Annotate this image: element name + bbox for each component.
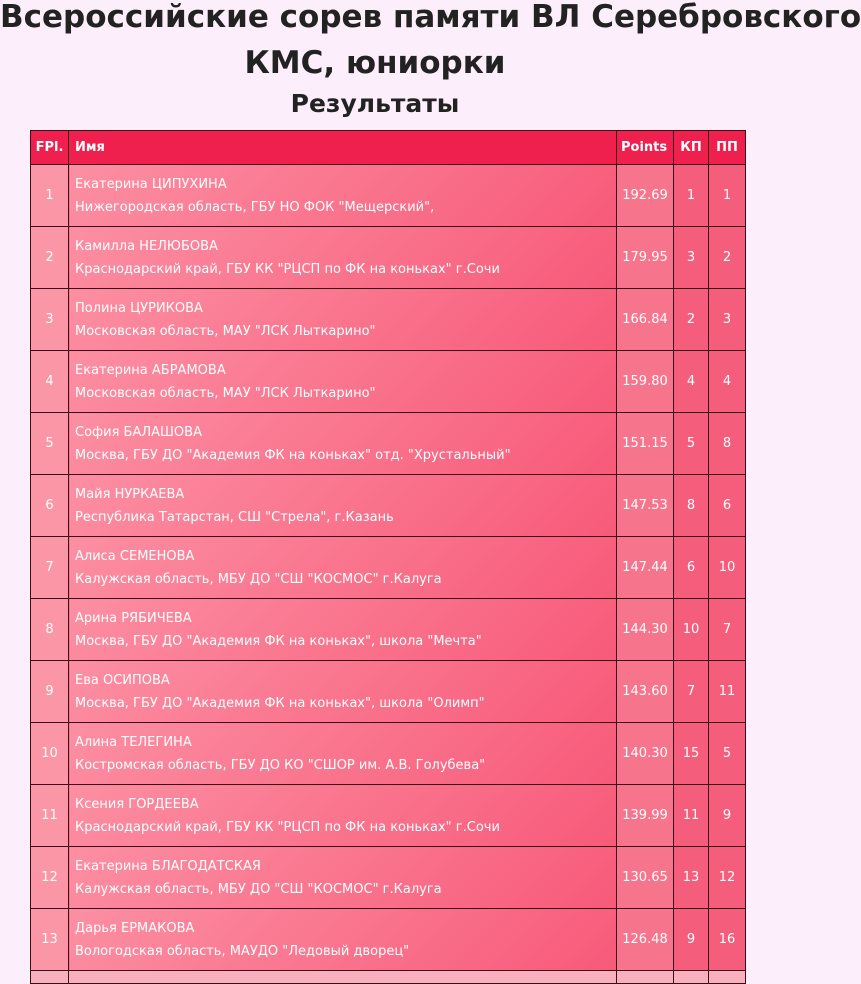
table-row[interactable] (31, 599, 746, 661)
table-row[interactable] (31, 475, 746, 537)
points-cell: 139.99 (617, 785, 674, 847)
skater-name-link[interactable]: Ксения ГОРДЕЕВА (75, 796, 199, 812)
points-cell: 159.80 (617, 351, 674, 413)
free-program-place-cell: 1 (709, 165, 746, 227)
col-header-points[interactable]: Points (617, 131, 674, 165)
skater-name-link[interactable]: София БАЛАШОВА (75, 424, 202, 440)
skater-club: Московская область, МАУ "ЛСК Лыткарино" (75, 323, 376, 339)
skater-name-link[interactable]: Екатерина АБРАМОВА (75, 362, 226, 378)
section-title: Результаты (290, 89, 460, 118)
skater-name-link[interactable]: Камилла НЕЛЮБОВА (75, 238, 218, 254)
skater-name-link[interactable]: Алина ТЕЛЕГИНА (75, 734, 192, 750)
short-program-place-cell: 7 (674, 661, 709, 723)
skater-club: Москва, ГБУ ДО "Академия ФК на коньках" отд. "Хрустальный" (75, 447, 511, 463)
skater-club: Москва, ГБУ ДО "Академия ФК на коньках", школа "Олимп" (75, 695, 485, 711)
table-row[interactable] (31, 289, 746, 351)
results-table (30, 130, 746, 984)
col-header-name[interactable]: Имя (69, 131, 617, 165)
skater-cell (69, 723, 617, 785)
results-header-row (31, 131, 746, 165)
points-cell: 144.30 (617, 599, 674, 661)
place-cell: 5 (31, 413, 69, 475)
table-row-cut-off (31, 971, 746, 984)
skater-name-link[interactable]: Полина ЦУРИКОВА (75, 300, 203, 316)
short-program-place-cell: 11 (674, 785, 709, 847)
col-header-free-program[interactable]: ПП (709, 131, 746, 165)
skater-club: Краснодарский край, ГБУ КК "РЦСП по ФК на коньках" г.Сочи (75, 819, 500, 835)
place-cell: 7 (31, 537, 69, 599)
event-title-line1: Всероссийские сорев памяти ВЛ Серебровского (0, 0, 861, 35)
short-program-place-cell: 9 (674, 909, 709, 971)
place-cell: 12 (31, 847, 69, 909)
points-cell: 147.53 (617, 475, 674, 537)
place-cell: 9 (31, 661, 69, 723)
place-cell: 10 (31, 723, 69, 785)
points-cell: 130.65 (617, 847, 674, 909)
skater-cell (69, 785, 617, 847)
skater-club: Краснодарский край, ГБУ КК "РЦСП по ФК на коньках" г.Сочи (75, 261, 500, 277)
skater-club: Вологодская область, МАУДО "Ледовый дворец" (75, 943, 410, 959)
skater-cell (69, 289, 617, 351)
free-program-place-cell: 8 (709, 413, 746, 475)
skater-name-link[interactable]: Екатерина ЦИПУХИНА (75, 176, 227, 192)
place-cell: 8 (31, 599, 69, 661)
short-program-place-cell: 1 (674, 165, 709, 227)
table-row[interactable] (31, 351, 746, 413)
table-row[interactable] (31, 413, 746, 475)
points-cell: 151.15 (617, 413, 674, 475)
place-cell: 6 (31, 475, 69, 537)
place-cell: 13 (31, 909, 69, 971)
skater-cell (69, 475, 617, 537)
skater-name-link[interactable]: Майя НУРКАЕВА (75, 486, 185, 502)
points-cell: 179.95 (617, 227, 674, 289)
points-cell: 126.48 (617, 909, 674, 971)
short-program-place-cell: 10 (674, 599, 709, 661)
skater-club: Костромская область, ГБУ ДО КО "СШОР им. А.В. Голубева" (75, 757, 486, 773)
points-cell: 192.69 (617, 165, 674, 227)
short-program-place-cell: 13 (674, 847, 709, 909)
free-program-place-cell: 7 (709, 599, 746, 661)
table-row[interactable] (31, 165, 746, 227)
skater-cell (69, 847, 617, 909)
skater-name-link[interactable]: Ева ОСИПОВА (75, 672, 170, 688)
col-header-place[interactable]: FPl. (31, 131, 69, 165)
event-title-line2: КМС, юниорки (244, 45, 506, 81)
skater-name-link[interactable]: Екатерина БЛАГОДАТСКАЯ (75, 858, 261, 874)
table-row[interactable] (31, 785, 746, 847)
place-cell: 2 (31, 227, 69, 289)
skater-cell (69, 599, 617, 661)
skater-name-link[interactable]: Алиса СЕМЕНОВА (75, 548, 195, 564)
skater-club: Калужская область, МБУ ДО "СШ "КОСМОС" г.Калуга (75, 881, 442, 897)
free-program-place-cell: 16 (709, 909, 746, 971)
free-program-place-cell: 4 (709, 351, 746, 413)
short-program-place-cell: 8 (674, 475, 709, 537)
free-program-place-cell: 11 (709, 661, 746, 723)
skater-cell (69, 227, 617, 289)
skater-cell (69, 351, 617, 413)
points-cell: 166.84 (617, 289, 674, 351)
free-program-place-cell: 9 (709, 785, 746, 847)
place-cell: 1 (31, 165, 69, 227)
skater-cell (69, 165, 617, 227)
place-cell: 11 (31, 785, 69, 847)
short-program-place-cell: 4 (674, 351, 709, 413)
points-cell: 147.44 (617, 537, 674, 599)
skater-cell (69, 909, 617, 971)
table-row[interactable] (31, 723, 746, 785)
free-program-place-cell: 6 (709, 475, 746, 537)
place-cell: 3 (31, 289, 69, 351)
free-program-place-cell: 12 (709, 847, 746, 909)
free-program-place-cell: 10 (709, 537, 746, 599)
short-program-place-cell: 15 (674, 723, 709, 785)
skater-club: Нижегородская область, ГБУ НО ФОК "Мещерский", (75, 199, 435, 215)
short-program-place-cell: 6 (674, 537, 709, 599)
points-cell: 140.30 (617, 723, 674, 785)
results-body (31, 165, 746, 984)
skater-name-link[interactable]: Арина РЯБИЧЕВА (75, 610, 192, 626)
free-program-place-cell: 3 (709, 289, 746, 351)
free-program-place-cell: 2 (709, 227, 746, 289)
skater-cell (69, 661, 617, 723)
place-cell: 4 (31, 351, 69, 413)
table-row[interactable] (31, 227, 746, 289)
short-program-place-cell: 3 (674, 227, 709, 289)
skater-club: Москва, ГБУ ДО "Академия ФК на коньках", школа "Мечта" (75, 633, 482, 649)
skater-cell (69, 537, 617, 599)
table-row[interactable] (31, 661, 746, 723)
skater-club: Московская область, МАУ "ЛСК Лыткарино" (75, 385, 376, 401)
table-row[interactable] (31, 847, 746, 909)
skater-name-link[interactable]: Дарья ЕРМАКОВА (75, 920, 195, 936)
short-program-place-cell: 2 (674, 289, 709, 351)
table-row[interactable] (31, 909, 746, 971)
skater-club: Калужская область, МБУ ДО "СШ "КОСМОС" г.Калуга (75, 571, 442, 587)
short-program-place-cell: 5 (674, 413, 709, 475)
skater-cell (69, 413, 617, 475)
points-cell: 143.60 (617, 661, 674, 723)
col-header-short-program[interactable]: КП (674, 131, 709, 165)
free-program-place-cell: 5 (709, 723, 746, 785)
skater-club: Республика Татарстан, СШ "Стрела", г.Казань (75, 509, 394, 525)
table-row[interactable] (31, 537, 746, 599)
